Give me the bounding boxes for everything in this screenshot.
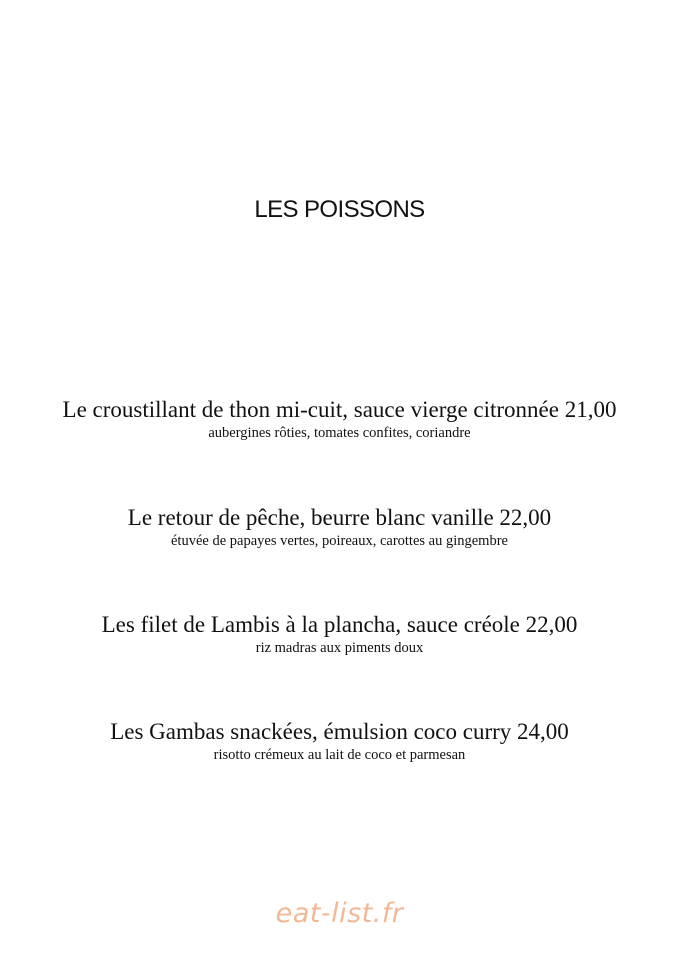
menu-item-description: riz madras aux piments doux [255, 640, 424, 656]
menu-item-description: aubergines rôties, tomates confites, coriandre [208, 425, 471, 441]
watermark: eat-list.fr [275, 898, 404, 929]
menu-item-description: risotto crémeux au lait de coco et parmesan [213, 747, 466, 763]
menu-item [0, 396, 679, 443]
section-title: LES POISSONS [254, 196, 425, 223]
menu-item [0, 611, 679, 658]
menu-item [0, 718, 679, 765]
menu-item-name: Le croustillant de thon mi-cuit, sauce vierge citronnée 21,00 [62, 397, 617, 422]
menu-item-name: Les filet de Lambis à la plancha, sauce créole 22,00 [101, 612, 578, 637]
menu-item [0, 504, 679, 551]
menu-item-description: étuvée de papayes vertes, poireaux, carottes au gingembre [171, 533, 508, 549]
menu-item-name: Le retour de pêche, beurre blanc vanille 22,00 [127, 505, 552, 530]
menu-item-name: Les Gambas snackées, émulsion coco curry 24,00 [110, 719, 569, 744]
